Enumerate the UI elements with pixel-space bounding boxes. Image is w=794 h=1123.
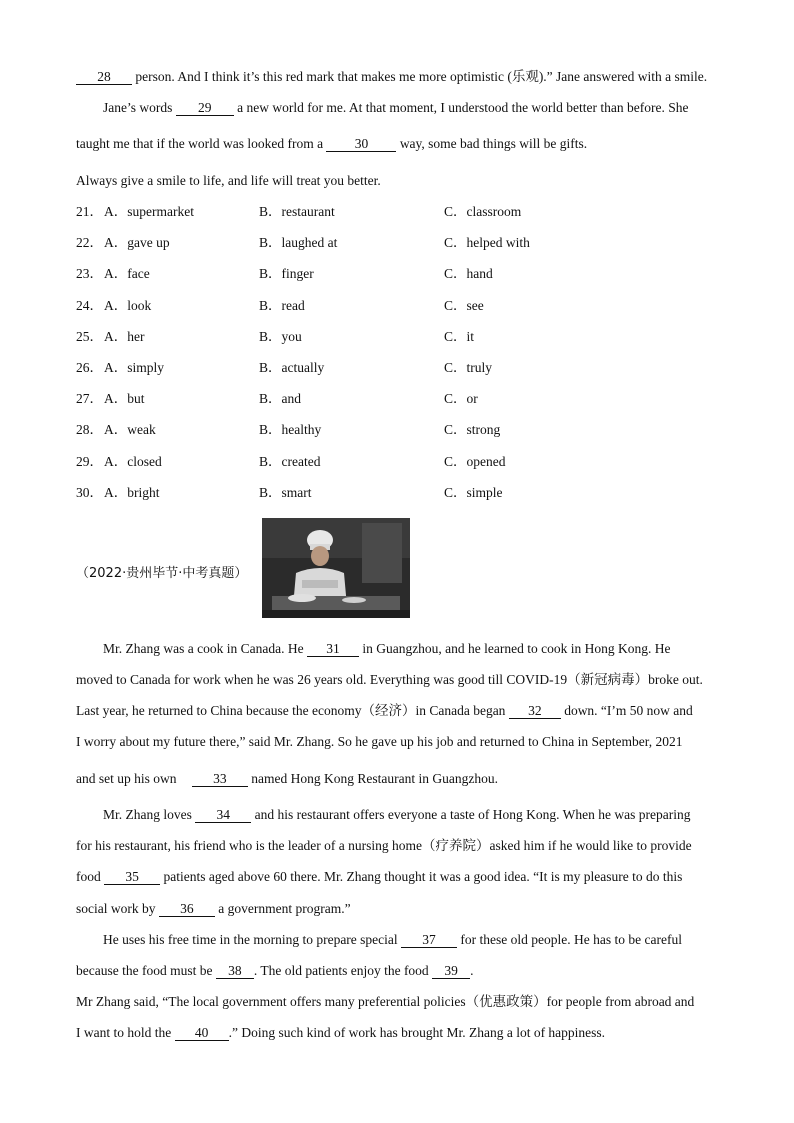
option-b[interactable]: B．laughed at <box>259 235 338 251</box>
cook-photo <box>262 518 410 618</box>
option-b[interactable]: B．and <box>259 391 301 407</box>
passage-line: moved to Canada for work when he was 26 years old. Everything was good till COVID-19（新冠病毒）broke out. <box>76 672 703 687</box>
option-row <box>76 453 718 471</box>
question-number: 28． <box>76 422 103 438</box>
option-a[interactable]: A．her <box>104 328 145 344</box>
question-number: 21． <box>76 204 103 219</box>
option-row <box>76 234 718 252</box>
option-c[interactable]: C．see <box>444 297 484 313</box>
option-c[interactable]: C．opened <box>444 453 506 469</box>
blank-40[interactable]: 40 <box>175 1025 229 1041</box>
option-row <box>76 328 718 346</box>
question-number: 26． <box>76 360 103 375</box>
option-b[interactable]: B．healthy <box>259 422 322 438</box>
intro-line-1: 28 person. And I think it’s this red mark that makes me more optimistic (乐观).” Jane answered with a smile. <box>76 68 707 86</box>
option-row <box>76 359 718 377</box>
option-b[interactable]: B．read <box>259 297 305 313</box>
option-a[interactable]: A．weak <box>104 422 156 438</box>
question-number: 24． <box>76 297 103 313</box>
intro-line-4: Always give a smile to life, and life will treat you better. <box>76 173 381 188</box>
option-b[interactable]: B．smart <box>259 484 312 500</box>
option-c[interactable]: C．classroom <box>444 204 522 219</box>
option-b[interactable]: B．restaurant <box>259 204 335 219</box>
blank-30[interactable]: 30 <box>326 136 396 152</box>
passage-line: Mr. Zhang loves 34 and his restaurant offers everyone a taste of Hong Kong. When he was preparing <box>103 807 691 822</box>
intro-line-3: taught me that if the world was looked from a 30 way, some bad things will be gifts. <box>76 136 588 151</box>
option-a[interactable]: A．gave up <box>104 235 170 251</box>
option-a[interactable]: A．face <box>104 266 150 282</box>
blank-32[interactable]: 32 <box>509 703 561 719</box>
option-b[interactable]: B．actually <box>259 360 325 375</box>
option-row <box>76 297 718 315</box>
passage-line: and set up his own 33 named Hong Kong Restaurant in Guangzhou. <box>76 771 498 786</box>
passage-line: I want to hold the 40 .” Doing such kind of work has brought Mr. Zhang a lot of happiness. <box>76 1025 606 1040</box>
blank-36[interactable]: 36 <box>159 901 215 917</box>
source-label: （2022·贵州毕节·中考真题） <box>76 566 248 581</box>
option-row <box>76 484 718 502</box>
passage-line: Mr Zhang said, “The local government offers many preferential policies（优惠政策）for people from abroad and <box>76 994 695 1009</box>
option-row <box>76 265 718 283</box>
option-row <box>76 203 718 221</box>
question-number: 27． <box>76 391 103 407</box>
option-c[interactable]: C．hand <box>444 266 493 282</box>
option-a[interactable]: A．look <box>104 297 152 313</box>
question-number: 30． <box>76 484 103 500</box>
option-c[interactable]: C．simple <box>444 484 503 500</box>
option-a[interactable]: A．closed <box>104 453 162 469</box>
blank-29[interactable]: 29 <box>176 100 234 116</box>
option-b[interactable]: B．created <box>259 453 321 469</box>
passage-line: for his restaurant, his friend who is the leader of a nursing home（疗养院）asked him if he would like to provide <box>76 838 692 853</box>
passage-line: He uses his free time in the morning to prepare special 37 for these old people. He has to be careful <box>103 932 682 947</box>
passage-line: social work by 36 a government program.” <box>76 901 351 916</box>
blank-31[interactable]: 31 <box>307 641 359 657</box>
option-b[interactable]: B．you <box>259 328 302 344</box>
blank-37[interactable]: 37 <box>401 932 457 948</box>
option-a[interactable]: A．supermarket <box>104 204 194 219</box>
option-row <box>76 421 718 439</box>
question-number: 22． <box>76 235 103 251</box>
question-number: 29． <box>76 453 103 469</box>
passage-line: food 35 patients aged above 60 there. Mr. Zhang thought it was a good idea. “It is my pleasure to do this <box>76 869 683 884</box>
option-a[interactable]: A．bright <box>104 484 160 500</box>
blank-38[interactable]: 38 <box>216 963 254 979</box>
passage-line: Mr. Zhang was a cook in Canada. He 31 in Guangzhou, and he learned to cook in Hong Kong. He <box>103 641 671 656</box>
intro-line-2: Jane’s words 29 a new world for me. At that moment, I understood the world better than before. She <box>103 100 689 115</box>
blank-33[interactable]: 33 <box>192 771 248 787</box>
blank-35[interactable]: 35 <box>104 869 160 885</box>
question-number: 25． <box>76 328 103 344</box>
option-c[interactable]: C．strong <box>444 422 501 438</box>
option-b[interactable]: B．finger <box>259 266 314 282</box>
passage-line: because the food must be 38 . The old patients enjoy the food 39 . <box>76 963 474 978</box>
blank-34[interactable]: 34 <box>195 807 251 823</box>
option-a[interactable]: A．simply <box>104 360 165 375</box>
blank-39[interactable]: 39 <box>432 963 470 979</box>
option-c[interactable]: C．or <box>444 391 478 407</box>
option-c[interactable]: C．it <box>444 328 475 344</box>
option-row <box>76 390 718 408</box>
cook-photo-image <box>262 518 410 618</box>
passage-line: Last year, he returned to China because the economy（经济）in Canada began 32 down. “I’m 50 now and <box>76 703 693 718</box>
option-c[interactable]: C．truly <box>444 360 493 375</box>
option-a[interactable]: A．but <box>104 391 145 407</box>
blank-28[interactable]: 28 <box>76 69 132 85</box>
question-number: 23． <box>76 266 103 282</box>
passage-line: I worry about my future there,” said Mr. Zhang. So he gave up his job and returned to China in September, 2021 <box>76 734 683 749</box>
option-c[interactable]: C．helped with <box>444 235 530 251</box>
